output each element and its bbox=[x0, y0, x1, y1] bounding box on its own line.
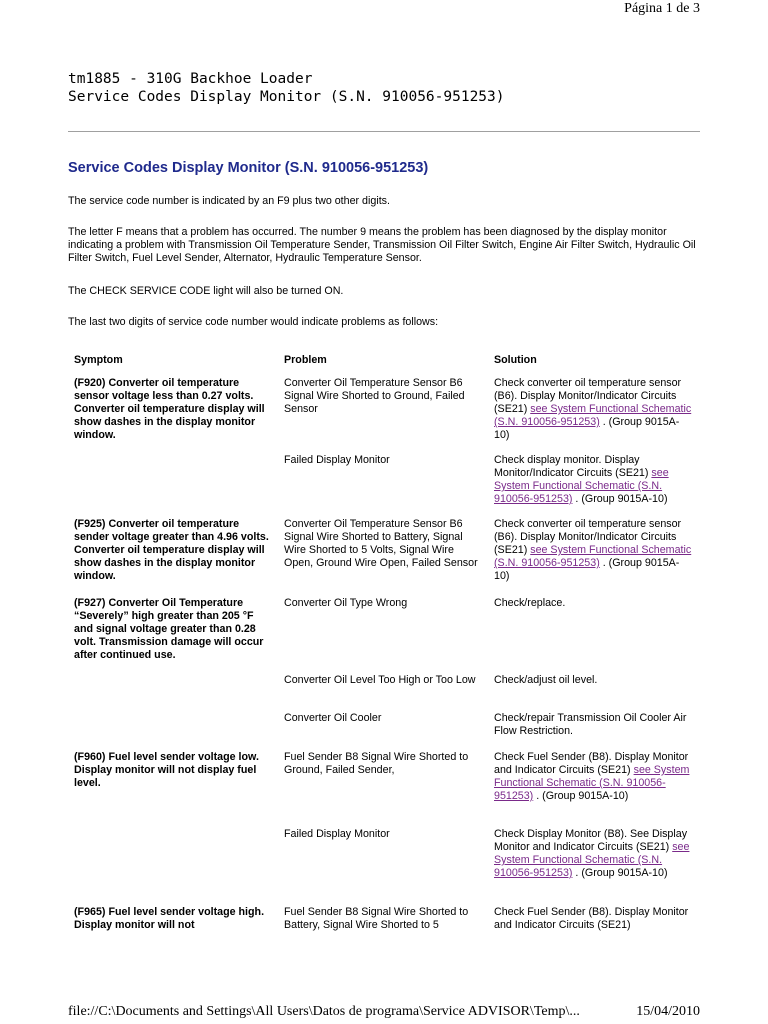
symptom-cell: (F925) Converter oil temperature sender voltage greater than 4.96 volts. Converter oil temperature display will show dashes in the display monitor window. bbox=[74, 518, 269, 582]
schematic-link[interactable]: see System Functional Schematic (S.N. 910056-951253) bbox=[494, 764, 690, 802]
problem-cell: Converter Oil Temperature Sensor B6 Signal Wire Shorted to Battery, Signal Wire Shorted to 5 Volts, Signal Wire Open, Ground Wire Open, Failed Sensor bbox=[284, 518, 478, 569]
symptom-cell bbox=[68, 828, 278, 906]
table-row bbox=[68, 597, 700, 674]
problem-cell: Converter Oil Temperature Sensor B6 Signal Wire Shorted to Ground, Failed Sensor bbox=[284, 377, 465, 415]
solution-cell bbox=[488, 377, 700, 454]
table-row bbox=[68, 454, 700, 518]
problem-cell: Fuel Sender B8 Signal Wire Shorted to Battery, Signal Wire Shorted to 5 bbox=[284, 906, 469, 931]
header-solution: Solution bbox=[494, 354, 537, 366]
table-row bbox=[68, 377, 700, 454]
horizontal-rule bbox=[68, 131, 700, 132]
solution-cell: Check Fuel Sender (B8). Display Monitor and Indicator Circuits (SE21) bbox=[494, 906, 689, 931]
symptom-cell: (F920) Converter oil temperature sensor voltage less than 0.27 volts. Converter oil temperature display will show dashes in the display monitor window. bbox=[74, 377, 265, 441]
solution-cell bbox=[488, 454, 700, 518]
table-row bbox=[68, 518, 700, 597]
solution-cell bbox=[488, 751, 700, 828]
solution-text: Check converter oil temperature sensor (B6). Display Monitor/Indicator Circuits (SE21) bbox=[494, 377, 682, 415]
page-number: Página 1 de 3 bbox=[624, 1, 700, 16]
solution-cell bbox=[488, 518, 700, 597]
table-row bbox=[68, 906, 700, 936]
digits-paragraph: The last two digits of service code number would indicate problems as follows: bbox=[68, 316, 439, 328]
solution-group: . (Group 9015A-10) bbox=[572, 493, 668, 505]
symptom-cell bbox=[68, 454, 278, 518]
section-title: Service Codes Display Monitor (S.N. 910056-951253) bbox=[68, 160, 429, 176]
explanation-paragraph: The letter F means that a problem has occurred. The number 9 means the problem has been diagnosed by the display monitor indicating a problem with Transmission Oil Temperature Sender, Transmission Oil Filter Switch, Engine Air Filter Switch, Hydraulic Oil Filter Switch, Fuel Level Sender, Alternator, Hydraulic Temperature Sensor. bbox=[68, 226, 696, 264]
header-problem: Problem bbox=[284, 354, 327, 366]
solution-text: Check Display Monitor (B8). See Display Monitor and Indicator Circuits (SE21) bbox=[494, 828, 688, 853]
schematic-link[interactable]: see System Functional Schematic (S.N. 910056-951253) bbox=[494, 544, 692, 569]
solution-text: Check display monitor. Display Monitor/Indicator Circuits (SE21) bbox=[494, 454, 652, 479]
problem-cell: Failed Display Monitor bbox=[284, 454, 390, 466]
symptom-cell: (F927) Converter Oil Temperature “Severely” high greater than 205 °F and signal voltage greater than 0.28 volt. Transmission damage will occur after continued use. bbox=[74, 597, 264, 661]
solution-text: Check Fuel Sender (B8). Display Monitor and Indicator Circuits (SE21) bbox=[494, 751, 689, 776]
solution-text: Check converter oil temperature sensor (B6). Display Monitor/Indicator Circuits (SE21) bbox=[494, 518, 682, 556]
symptom-cell bbox=[68, 674, 278, 712]
problem-cell: Converter Oil Cooler bbox=[284, 712, 382, 724]
solution-cell: Check/adjust oil level. bbox=[494, 674, 598, 686]
schematic-link[interactable]: see System Functional Schematic (S.N. 910056-951253) bbox=[494, 467, 669, 505]
heading-line-2: Service Codes Display Monitor (S.N. 910056-951253) bbox=[68, 89, 505, 105]
solution-group: . (Group 9015A-10) bbox=[533, 790, 629, 802]
symptom-cell bbox=[68, 712, 278, 751]
intro-paragraph: The service code number is indicated by an F9 plus two other digits. bbox=[68, 195, 390, 207]
solution-group: . (Group 9015A-10) bbox=[494, 416, 680, 441]
problem-cell: Fuel Sender B8 Signal Wire Shorted to Ground, Failed Sender, bbox=[284, 751, 469, 776]
problem-cell: Converter Oil Type Wrong bbox=[284, 597, 408, 609]
check-light-paragraph: The CHECK SERVICE CODE light will also be turned ON. bbox=[68, 285, 344, 297]
symptom-cell: (F960) Fuel level sender voltage low. Display monitor will not display fuel level. bbox=[74, 751, 259, 789]
schematic-link[interactable]: see System Functional Schematic (S.N. 910056-951253) bbox=[494, 403, 692, 428]
solution-cell bbox=[488, 828, 700, 906]
solution-group: . (Group 9015A-10) bbox=[494, 557, 680, 582]
solution-group: . (Group 9015A-10) bbox=[572, 867, 668, 879]
table-row bbox=[68, 828, 700, 906]
symptom-cell: (F965) Fuel level sender voltage high. Display monitor will not bbox=[74, 906, 265, 931]
service-codes-table bbox=[68, 349, 700, 936]
footer-file-path: file://C:\Documents and Settings\All Users\Datos de programa\Service ADVISOR\Temp\... bbox=[68, 1004, 580, 1019]
header-symptom: Symptom bbox=[74, 354, 123, 366]
table-header-row bbox=[68, 349, 700, 377]
footer-date: 15/04/2010 bbox=[636, 1004, 700, 1019]
table-row bbox=[68, 751, 700, 828]
document-heading bbox=[68, 70, 505, 106]
heading-line-1: tm1885 - 310G Backhoe Loader bbox=[68, 71, 313, 87]
solution-cell: Check/replace. bbox=[494, 597, 566, 609]
page-footer bbox=[68, 1004, 700, 1020]
solution-cell: Check/repair Transmission Oil Cooler Air Flow Restriction. bbox=[494, 712, 687, 737]
problem-cell: Failed Display Monitor bbox=[284, 828, 390, 840]
problem-cell: Converter Oil Level Too High or Too Low bbox=[284, 674, 476, 686]
table-row bbox=[68, 674, 700, 712]
schematic-link[interactable]: see System Functional Schematic (S.N. 910056-951253) bbox=[494, 841, 690, 879]
table-row bbox=[68, 712, 700, 751]
